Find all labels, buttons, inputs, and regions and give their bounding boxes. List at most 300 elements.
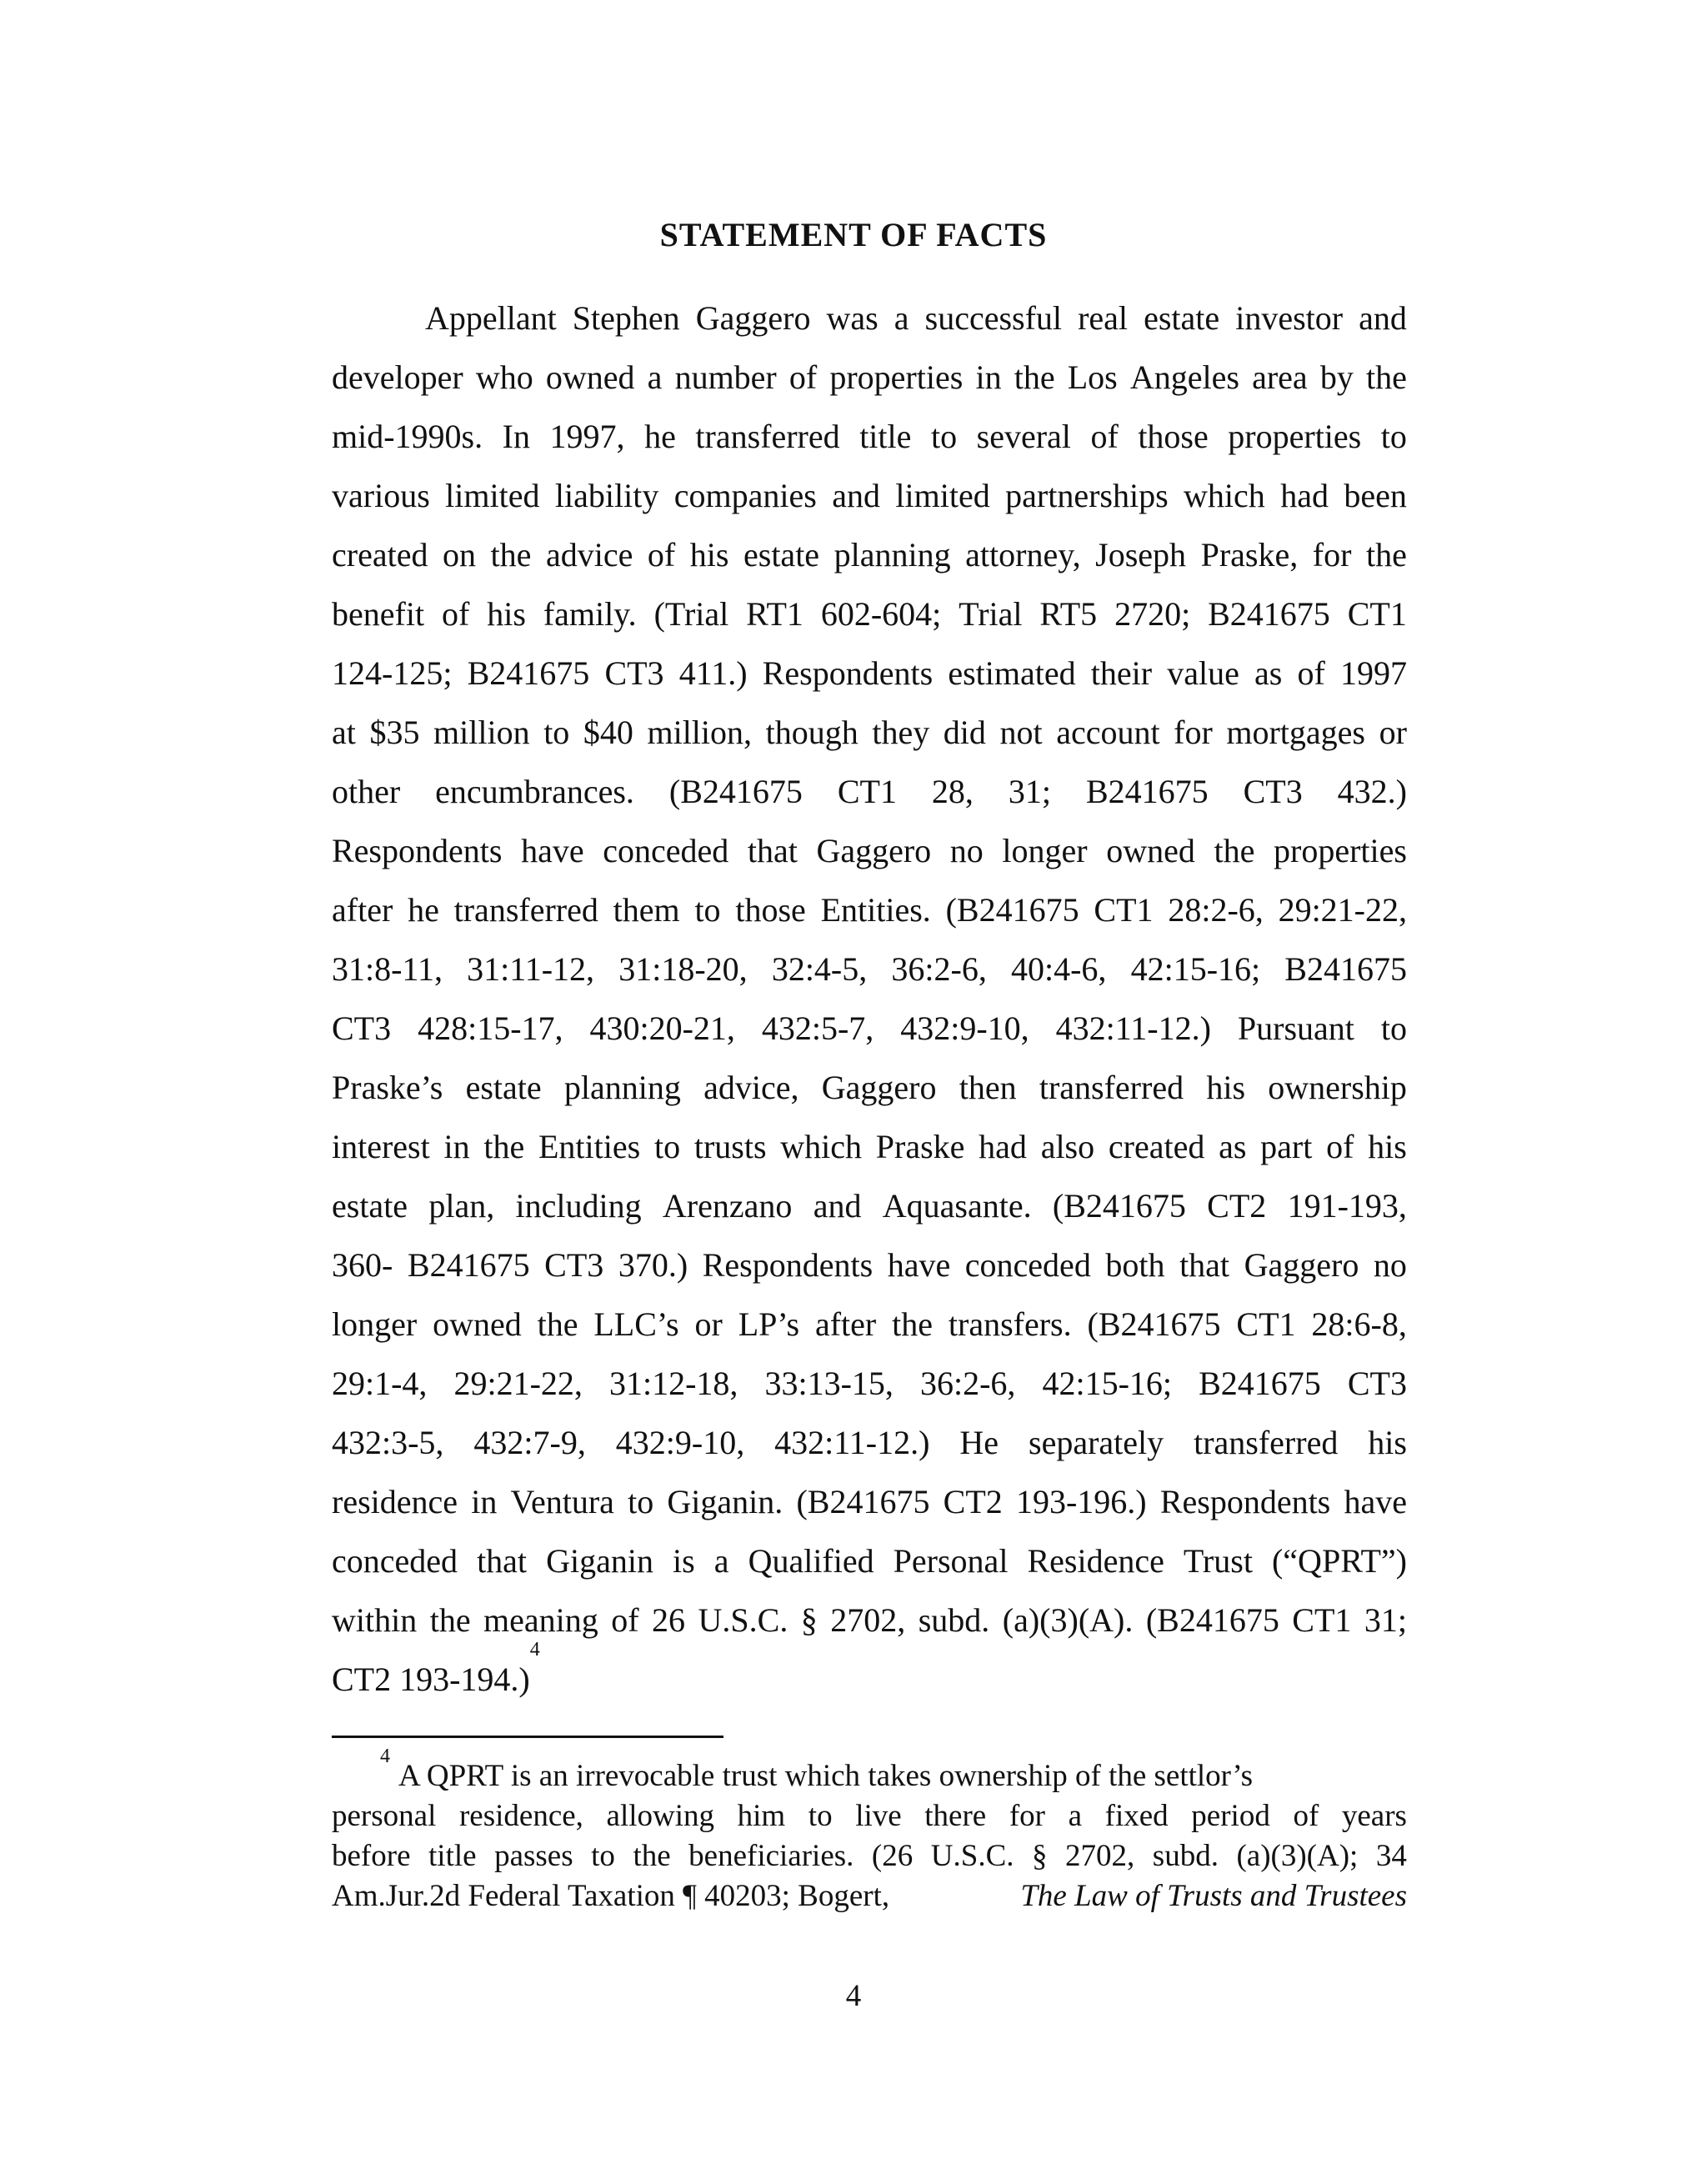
word: (B241675 xyxy=(945,891,1079,929)
body-line xyxy=(332,821,1407,880)
word: to xyxy=(628,1483,654,1520)
word: LLC’s xyxy=(593,1305,679,1343)
footnote-line-text: Am.Jur.2d Federal Taxation ¶ 40203; Bogert, xyxy=(332,1879,890,1913)
word: and xyxy=(813,1187,862,1225)
word: CT3 xyxy=(1243,773,1303,810)
word: to xyxy=(1380,418,1407,455)
word: to xyxy=(930,418,958,455)
word: 42:15-16; xyxy=(1042,1365,1173,1402)
word: Appellant xyxy=(425,299,557,337)
body-line xyxy=(332,1590,1407,1650)
word: them xyxy=(613,891,680,929)
word: live xyxy=(855,1799,902,1833)
word: at xyxy=(332,714,356,751)
word: was xyxy=(826,299,879,337)
word: had xyxy=(979,1128,1027,1165)
word: subd. xyxy=(918,1601,990,1639)
word: the xyxy=(537,1305,578,1343)
word: (B241675 xyxy=(1087,1305,1221,1343)
word: B241675 xyxy=(467,654,590,692)
body-line xyxy=(332,644,1407,703)
word: after xyxy=(814,1305,877,1343)
word: part xyxy=(1260,1128,1313,1165)
word: not xyxy=(999,714,1043,751)
word: period xyxy=(1191,1799,1270,1833)
word: properties xyxy=(1274,832,1407,869)
word: encumbrances. xyxy=(435,773,634,810)
word: 26 xyxy=(652,1601,686,1639)
word: (26 xyxy=(871,1839,914,1873)
word: the xyxy=(429,1601,471,1639)
footnote-line xyxy=(332,1796,1407,1836)
body-line xyxy=(332,1531,1407,1590)
word: B241675 xyxy=(1085,773,1209,810)
word: planning xyxy=(563,1069,681,1106)
word: (B241675 xyxy=(668,773,803,810)
word: CT3 xyxy=(544,1246,604,1284)
word: which xyxy=(1184,477,1265,514)
word: Respondents xyxy=(762,654,934,692)
word: Gaggero xyxy=(695,299,811,337)
body-line xyxy=(332,1058,1407,1117)
word: CT1 xyxy=(1094,891,1154,929)
word: their xyxy=(1090,654,1153,692)
word: successful xyxy=(924,299,1063,337)
word: 28, xyxy=(931,773,974,810)
word: Entities. xyxy=(820,891,931,929)
body-line xyxy=(332,1117,1407,1176)
footnote-line xyxy=(332,1836,1407,1876)
word: by xyxy=(1319,358,1354,396)
word: of xyxy=(1297,654,1325,692)
word: and xyxy=(1359,299,1407,337)
body-line xyxy=(332,348,1407,407)
word: of xyxy=(1293,1799,1319,1833)
word: § xyxy=(800,1601,818,1639)
word: 432:9-10, xyxy=(900,1009,1029,1047)
word: to xyxy=(694,891,721,929)
word: $35 xyxy=(369,714,420,751)
word: his xyxy=(1206,1069,1246,1106)
word: of xyxy=(1090,418,1119,455)
word: a xyxy=(1068,1799,1083,1833)
word: (B241675 xyxy=(1052,1187,1186,1225)
word: owned xyxy=(1106,832,1195,869)
word: is xyxy=(673,1542,695,1580)
footnote-line xyxy=(332,1746,1407,1796)
word: that xyxy=(477,1542,528,1580)
word: properties xyxy=(1228,418,1362,455)
word: Los xyxy=(1067,358,1118,396)
word: the xyxy=(1365,536,1407,574)
footnote xyxy=(332,1746,1407,1916)
word: have xyxy=(1344,1483,1407,1520)
word: § xyxy=(1032,1839,1048,1873)
word: and xyxy=(832,477,880,514)
word: title xyxy=(859,418,912,455)
word: Giganin. xyxy=(667,1483,783,1520)
word: account xyxy=(1056,714,1160,751)
word: fixed xyxy=(1104,1799,1169,1833)
word: he xyxy=(644,418,676,455)
word: both xyxy=(1105,1246,1165,1284)
word: number xyxy=(674,358,777,396)
body-line xyxy=(332,525,1407,584)
word: created xyxy=(332,536,428,574)
word: limited xyxy=(445,477,540,514)
word: to xyxy=(591,1839,615,1873)
word: 31:8-11, xyxy=(332,950,443,988)
word: residence xyxy=(332,1483,458,1520)
word: 191-193, xyxy=(1287,1187,1407,1225)
word: conceded xyxy=(603,832,729,869)
word: 29:21-22, xyxy=(453,1365,583,1402)
word: of xyxy=(788,358,818,396)
word: his xyxy=(1368,1424,1407,1461)
word: 602-604; xyxy=(820,595,942,633)
word: been xyxy=(1344,477,1407,514)
word: subd. xyxy=(1152,1839,1219,1873)
word: (B241675 xyxy=(796,1483,930,1520)
word: CT2 xyxy=(1207,1187,1267,1225)
word: in xyxy=(471,1483,498,1520)
word: He xyxy=(959,1424,999,1461)
word: title xyxy=(428,1839,477,1873)
word: 1997 xyxy=(1339,654,1407,692)
body-line xyxy=(332,288,1407,348)
page-number: 4 xyxy=(845,1979,862,2013)
word: advice xyxy=(545,536,633,574)
word: LP’s xyxy=(738,1305,800,1343)
word: benefit xyxy=(332,595,425,633)
word: ownership xyxy=(1268,1069,1407,1106)
word: allowing xyxy=(606,1799,715,1833)
word: 124-125; xyxy=(332,654,453,692)
word: interest xyxy=(332,1128,430,1165)
word: he xyxy=(408,891,439,929)
word: developer xyxy=(332,358,463,396)
word: 31:18-20, xyxy=(618,950,748,988)
word: B241675 xyxy=(1284,950,1407,988)
word: that xyxy=(1179,1246,1230,1284)
word: Entities xyxy=(538,1128,641,1165)
word: had xyxy=(1280,477,1329,514)
word: limited xyxy=(895,477,990,514)
word: companies xyxy=(673,477,817,514)
word: have xyxy=(887,1246,951,1284)
word: 31:11-12, xyxy=(467,950,595,988)
word: 42:15-16; xyxy=(1130,950,1261,988)
word: 432:11-12.) xyxy=(1055,1009,1211,1047)
word: other xyxy=(332,773,401,810)
word: properties xyxy=(829,358,964,396)
word: plan, xyxy=(428,1187,495,1225)
word: 32:4-5, xyxy=(771,950,868,988)
word: Trust xyxy=(1183,1542,1253,1580)
word: Respondents xyxy=(702,1246,874,1284)
word: family. xyxy=(543,595,637,633)
word: which xyxy=(780,1128,863,1165)
word: (a)(3)(A); xyxy=(1236,1839,1359,1873)
word: as xyxy=(1254,654,1283,692)
word: million xyxy=(433,714,530,751)
body-line xyxy=(332,1472,1407,1531)
word: Praske’s xyxy=(332,1069,443,1106)
body-line xyxy=(332,466,1407,525)
word: investor xyxy=(1235,299,1344,337)
body-line xyxy=(332,407,1407,466)
word: 2702, xyxy=(830,1601,906,1639)
word: CT1 xyxy=(837,773,897,810)
footnote-marker: 4 xyxy=(380,1746,390,1767)
word: Pursuant xyxy=(1237,1009,1354,1047)
body-line xyxy=(332,1354,1407,1413)
word: CT1 xyxy=(1347,595,1407,633)
word: 36:2-6, xyxy=(891,950,987,988)
word: owned xyxy=(545,358,635,396)
word: longer xyxy=(332,1305,418,1343)
word: of xyxy=(1326,1128,1354,1165)
word: mid-1990s. xyxy=(332,418,483,455)
word: planning xyxy=(833,536,951,574)
word: Giganin xyxy=(546,1542,653,1580)
word: the xyxy=(483,1128,525,1165)
word: Joseph xyxy=(1095,536,1187,574)
word: partnerships xyxy=(1005,477,1169,514)
word: B241675 xyxy=(1208,595,1330,633)
word: (a)(3)(A). xyxy=(1002,1601,1134,1639)
word: Stephen xyxy=(572,299,680,337)
word: 411.) xyxy=(678,654,748,692)
word: 40:4-6, xyxy=(1011,950,1107,988)
word: of xyxy=(611,1601,639,1639)
word: 31:12-18, xyxy=(609,1365,738,1402)
word: real xyxy=(1078,299,1129,337)
word: before xyxy=(332,1839,411,1873)
word: or xyxy=(1379,714,1407,751)
word: 2702, xyxy=(1065,1839,1135,1873)
word: transfers. xyxy=(948,1305,1072,1343)
word: several xyxy=(976,418,1071,455)
word: $40 xyxy=(583,714,633,751)
word: estimated xyxy=(948,654,1076,692)
word: In xyxy=(502,418,530,455)
body-line xyxy=(332,1295,1407,1354)
word: transferred xyxy=(1039,1069,1184,1106)
body-line xyxy=(332,939,1407,999)
word: of xyxy=(647,536,676,574)
word: 34 xyxy=(1375,1839,1407,1873)
word: his xyxy=(689,536,729,574)
word: after xyxy=(332,891,393,929)
word: 31; xyxy=(1364,1601,1407,1639)
footnote-line-text: A QPRT is an irrevocable trust which takes ownership of the settlor’s xyxy=(398,1759,1254,1793)
word: to xyxy=(653,1128,681,1165)
word: passes xyxy=(494,1839,573,1873)
word: CT1 xyxy=(1292,1601,1352,1639)
word: trusts xyxy=(693,1128,767,1165)
word: Respondents xyxy=(1159,1483,1331,1520)
body-line xyxy=(332,584,1407,644)
word: those xyxy=(1138,418,1209,455)
word: CT2 xyxy=(943,1483,1003,1520)
word: Respondents xyxy=(332,832,503,869)
word: on xyxy=(443,536,476,574)
word: created xyxy=(1108,1128,1205,1165)
word: a xyxy=(894,299,909,337)
body-line xyxy=(332,1413,1407,1472)
word: 28:6-8, xyxy=(1311,1305,1407,1343)
word: CT3 xyxy=(604,654,664,692)
word: Arenzano xyxy=(662,1187,793,1225)
word: of xyxy=(441,595,470,633)
footnote-citation-title: The Law of Trusts and Trustees xyxy=(1020,1879,1407,1913)
word: then xyxy=(959,1069,1017,1106)
word: CT3 xyxy=(1347,1365,1407,1402)
word: longer xyxy=(1002,832,1088,869)
word: did xyxy=(943,714,986,751)
word: value xyxy=(1167,654,1239,692)
footnote-divider xyxy=(332,1736,723,1738)
word: 370.) xyxy=(618,1246,688,1284)
word: 432:9-10, xyxy=(615,1424,745,1461)
word: 33:13-15, xyxy=(764,1365,894,1402)
word: those xyxy=(735,891,806,929)
word: (“QPRT”) xyxy=(1271,1542,1407,1580)
word: have xyxy=(521,832,584,869)
word: CT1 xyxy=(1236,1305,1296,1343)
body-line xyxy=(332,703,1407,762)
word: Gaggero xyxy=(1244,1246,1359,1284)
word: to xyxy=(1380,1009,1407,1047)
word: for xyxy=(1009,1799,1045,1833)
word: 29:21-22, xyxy=(1278,891,1407,929)
word: though xyxy=(765,714,859,751)
word: 432:5-7, xyxy=(761,1009,874,1047)
word: to xyxy=(808,1799,833,1833)
word: CT3 xyxy=(332,1009,392,1047)
word: 1997, xyxy=(549,418,625,455)
word: 2720; xyxy=(1114,595,1191,633)
word: estate xyxy=(332,1187,408,1225)
word: in xyxy=(975,358,1002,396)
word: 432:7-9, xyxy=(473,1424,586,1461)
body-line xyxy=(332,999,1407,1058)
word: separately xyxy=(1029,1424,1164,1461)
word: in xyxy=(443,1128,470,1165)
word: 193-196.) xyxy=(1015,1483,1147,1520)
word: Gaggero xyxy=(821,1069,937,1106)
word: to xyxy=(543,714,570,751)
word: residence, xyxy=(458,1799,583,1833)
word: within xyxy=(332,1601,418,1639)
word: for xyxy=(1312,536,1352,574)
body-line-text: CT2 193-194.) xyxy=(332,1661,530,1698)
word: transferred xyxy=(695,418,840,455)
body-line xyxy=(332,762,1407,821)
word: Trial xyxy=(959,595,1023,633)
word: beneficiaries. xyxy=(688,1839,854,1873)
word: estate xyxy=(465,1069,542,1106)
word: the xyxy=(1365,358,1407,396)
word: Residence xyxy=(1027,1542,1164,1580)
word: the xyxy=(633,1839,671,1873)
word: estate xyxy=(1144,299,1220,337)
word: 28:2-6, xyxy=(1168,891,1264,929)
footnote-reference: 4 xyxy=(529,1639,540,1661)
word: Praske, xyxy=(1200,536,1299,574)
word: also xyxy=(1040,1128,1095,1165)
word: years xyxy=(1341,1799,1407,1833)
word: transferred xyxy=(453,891,598,929)
word: the xyxy=(1014,358,1055,396)
footnote-line xyxy=(332,1876,1407,1916)
word: no xyxy=(949,832,984,869)
section-heading: STATEMENT OF FACTS xyxy=(659,216,1048,253)
word: advice, xyxy=(703,1069,799,1106)
word: liability xyxy=(554,477,659,514)
word: personal xyxy=(332,1799,437,1833)
word: there xyxy=(924,1799,987,1833)
word: the xyxy=(490,536,532,574)
word: attorney, xyxy=(965,536,1081,574)
word: for xyxy=(1174,714,1213,751)
word: no xyxy=(1373,1246,1407,1284)
word: million, xyxy=(647,714,753,751)
word: his xyxy=(1368,1128,1407,1165)
word: that xyxy=(747,832,798,869)
word: various xyxy=(332,477,430,514)
word: estate xyxy=(743,536,820,574)
word: Qualified xyxy=(748,1542,874,1580)
word: the xyxy=(1214,832,1255,869)
word: RT1 xyxy=(746,595,803,633)
body-line xyxy=(332,1235,1407,1295)
body-text xyxy=(332,288,1407,1709)
word: 432:3-5, xyxy=(332,1424,444,1461)
word: or xyxy=(694,1305,723,1343)
word: U.S.C. xyxy=(698,1601,788,1639)
word: mortgages xyxy=(1226,714,1365,751)
word: Gaggero xyxy=(816,832,932,869)
word: 31; xyxy=(1008,773,1051,810)
word: him xyxy=(737,1799,786,1833)
word: 430:20-21, xyxy=(589,1009,735,1047)
word: 360- xyxy=(332,1246,393,1284)
word: transferred xyxy=(1194,1424,1339,1461)
body-line xyxy=(332,1176,1407,1235)
word: (B241675 xyxy=(1145,1601,1279,1639)
word: B241675 xyxy=(407,1246,530,1284)
word: 36:2-6, xyxy=(920,1365,1016,1402)
word: who xyxy=(475,358,533,396)
word: conceded xyxy=(964,1246,1091,1284)
word: Ventura xyxy=(510,1483,614,1520)
word: 432.) xyxy=(1337,773,1407,810)
word: they xyxy=(872,714,930,751)
word: conceded xyxy=(332,1542,458,1580)
word: 29:1-4, xyxy=(332,1365,428,1402)
word: Aquasante. xyxy=(882,1187,1032,1225)
word: 428:15-17, xyxy=(418,1009,563,1047)
word: B241675 xyxy=(1199,1365,1321,1402)
body-line xyxy=(332,880,1407,939)
word: as xyxy=(1219,1128,1247,1165)
word: RT5 xyxy=(1039,595,1098,633)
word: a xyxy=(647,358,663,396)
word: area xyxy=(1252,358,1308,396)
word: Praske xyxy=(875,1128,965,1165)
